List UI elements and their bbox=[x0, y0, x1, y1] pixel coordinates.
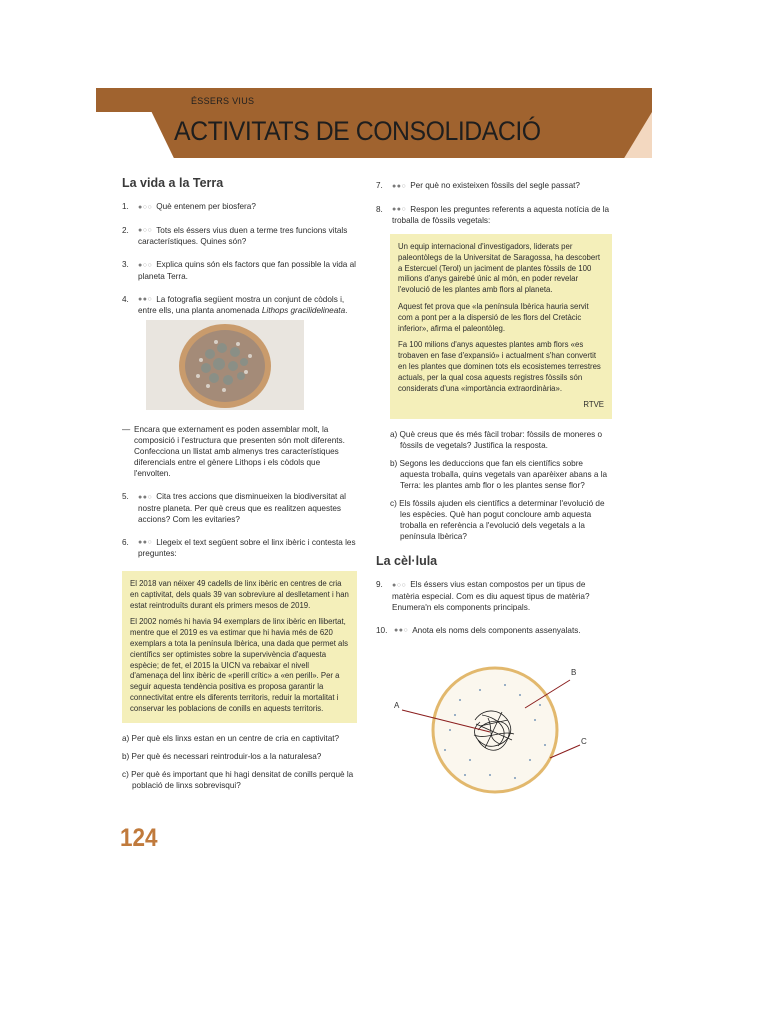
subquestion-c: c) Per què és important que hi hagi densitat de conills perquè la població de linxs sobrevisqui? bbox=[122, 769, 354, 790]
page-title: ACTIVITATS DE CONSOLIDACIÓ bbox=[174, 116, 541, 146]
lithops-photo bbox=[146, 320, 304, 410]
box-paragraph: El 2018 van néixer 49 cadells de linx ibèric en centres de cria en captivitat, dels quals 39 van sobreviure al deslletament i han estat reintroduïts durant els primers mesos de 2019. bbox=[130, 579, 349, 610]
task-text: Encara que externament es poden assemblar molt, la composició i l'estructura que presenten són molt diferents. Confecciona un llistat amb almenys tres característiques diferencials entre el gènere Lithops i els còdols que l'envolten. bbox=[134, 425, 345, 478]
question-8 bbox=[376, 204, 612, 227]
difficulty-icon: ●○○ bbox=[392, 581, 407, 589]
question-text-end: . bbox=[345, 306, 348, 315]
question-number: 2. bbox=[122, 225, 129, 235]
difficulty-icon: ●○○ bbox=[138, 227, 153, 234]
question-text: La fotografia següent mostra un conjunt de còdols i, entre ells, una planta anomenada bbox=[138, 294, 345, 315]
question-text: Per què no existeixen fòssils del segle passat? bbox=[410, 181, 580, 190]
question-3 bbox=[122, 259, 357, 282]
question-number: 3. bbox=[122, 260, 129, 269]
question-6 bbox=[122, 537, 357, 560]
question-text: Els éssers vius estan compostos per un tipus de matèria especial. Com es diu aquest tipus de matèria? Enumera'n els components principals. bbox=[392, 580, 590, 612]
question-10 bbox=[376, 625, 612, 637]
question-number: 9. bbox=[376, 580, 383, 590]
question-5 bbox=[122, 491, 357, 525]
subquestion-a: a) Què creus que és més fàcil trobar: fòssils de moneres o fòssils de vegetals? Justifica la resposta. bbox=[390, 430, 603, 451]
question-4-task bbox=[122, 424, 357, 479]
question-number: 8. bbox=[376, 204, 383, 214]
question-number: 4. bbox=[122, 294, 129, 304]
difficulty-icon: ●○○ bbox=[138, 203, 153, 211]
right-column bbox=[376, 180, 612, 648]
label-a: A bbox=[394, 701, 400, 710]
question-4 bbox=[122, 294, 357, 317]
box-paragraph: Fa 100 milions d'anys aquestes plantes amb flors «es trobaven en fase d'expansió» i actualment s'han convertit en les plantes que dominen tots els ecosistemes terrestres actuals, per la qual cosa aquests registres fòssils són considerats d'una «importància extraordinària». bbox=[398, 340, 601, 393]
cell-diagram bbox=[390, 660, 630, 795]
difficulty-icon: ●●○ bbox=[394, 627, 409, 635]
heading-cellula: La cèl·lula bbox=[376, 554, 438, 569]
question-text: Anota els noms dels components assenyalats. bbox=[412, 625, 581, 635]
question-2 bbox=[122, 225, 357, 248]
box-paragraph: Aquest fet prova que «la península Ibèrica hauria servit com a pont per a la dispersió de les flors del Cretàcic inferior», afirma el paleontòleg. bbox=[398, 301, 589, 333]
question-9 bbox=[376, 579, 612, 613]
header-top-band bbox=[96, 88, 652, 112]
species-name: Lithops gracilidelineata bbox=[261, 306, 346, 315]
box-paragraph: Un equip internacional d'investigadors, liderats per paleontòlegs de la Universitat de Saragossa, ha descobert a Estercuel (Terol) un jaciment de plantes fòssils de 100 milions d'anys gairebé únic al món, en poder revelar l'evolució de les plantes amb flors al planeta. bbox=[398, 242, 600, 295]
difficulty-icon: ●●○ bbox=[392, 206, 407, 213]
subquestion-c: c) Els fòssils ajuden els científics a determinar l'evolució de les espècies. Què han pogut concloure amb aquesta troballa en referència a l'evolució dels vegetals a la península Ibèrica? bbox=[390, 499, 605, 542]
news-source: RTVE bbox=[583, 400, 604, 410]
difficulty-icon: ●●○ bbox=[138, 493, 153, 501]
question-text: Respon les preguntes referents a aquesta notícia de la troballa de fòssils vegetals: bbox=[392, 204, 610, 225]
question-text: Cita tres accions que disminueixen la biodiversitat al nostre planeta. Per què creus que es realitzen aquestes accions? Com les evitaries? bbox=[138, 492, 346, 524]
difficulty-icon: ●●○ bbox=[138, 539, 153, 546]
subquestion-b: b) Per què és necessari reintroduir-los a la naturalesa? bbox=[122, 751, 322, 761]
section-label: ÉSSERS VIUS bbox=[191, 96, 255, 106]
question-text: Explica quins són els factors que fan possible la vida al planeta Terra. bbox=[138, 260, 357, 281]
box-paragraph: El 2002 només hi havia 94 exemplars de linx ibèric en llibertat, mentre que el 2019 es va estimar que hi havia més de 620 exemplars a tota la península Ibèrica, una dada que permet als científics ser optimistes sobre la supervivència d'aquesta espècie; de fet, el 2015 la UICN va rebaixar el nivell d'amenaça del linx ibèric de «perill crític» a «en perill». Per a seguir aquesta tendència positiva es proposa garantir la connectivitat entre els diferents territoris, reduir la mortalitat i conservar les poblacions de conills en aquests territoris. bbox=[130, 617, 349, 713]
left-column bbox=[122, 178, 357, 798]
subquestion-a: a) Per què els linxs estan en un centre de cria en captivitat? bbox=[122, 733, 340, 743]
label-b: B bbox=[571, 668, 577, 677]
question-number: 10. bbox=[376, 625, 388, 635]
question-number: 7. bbox=[376, 181, 383, 190]
difficulty-icon: ●●○ bbox=[392, 182, 407, 190]
question-number: 5. bbox=[122, 492, 129, 501]
question-1 bbox=[122, 201, 357, 213]
difficulty-icon: ●○○ bbox=[138, 261, 153, 269]
question-text: Llegeix el text següent sobre el linx ibèric i contesta les preguntes: bbox=[138, 537, 356, 558]
question-8-subquestions bbox=[376, 429, 612, 542]
question-number: 1. bbox=[122, 202, 129, 211]
question-text: Tots els éssers vius duen a terme tres funcions vitals característiques. Quines són? bbox=[138, 225, 348, 246]
dash-marker: — bbox=[122, 425, 131, 434]
label-c: C bbox=[581, 737, 587, 746]
lynx-text-box bbox=[122, 571, 357, 723]
subquestion-b: b) Segons les deduccions que fan els científics sobre aquesta troballa, quins vegetals van aparèixer abans a la Terra: les plantes amb flor o les plantes sense flor? bbox=[390, 459, 608, 491]
question-text: Què entenem per biosfera? bbox=[156, 202, 256, 211]
page-number: 124 bbox=[120, 824, 158, 852]
question-number: 6. bbox=[122, 537, 129, 547]
difficulty-icon: ●●○ bbox=[138, 296, 153, 303]
question-7 bbox=[376, 180, 612, 192]
page-header bbox=[96, 88, 652, 158]
fossil-news-box bbox=[390, 234, 612, 419]
pot-icon bbox=[146, 320, 304, 410]
heading-vida-terra: La vida a la Terra bbox=[122, 176, 224, 190]
cell-icon bbox=[390, 660, 630, 795]
